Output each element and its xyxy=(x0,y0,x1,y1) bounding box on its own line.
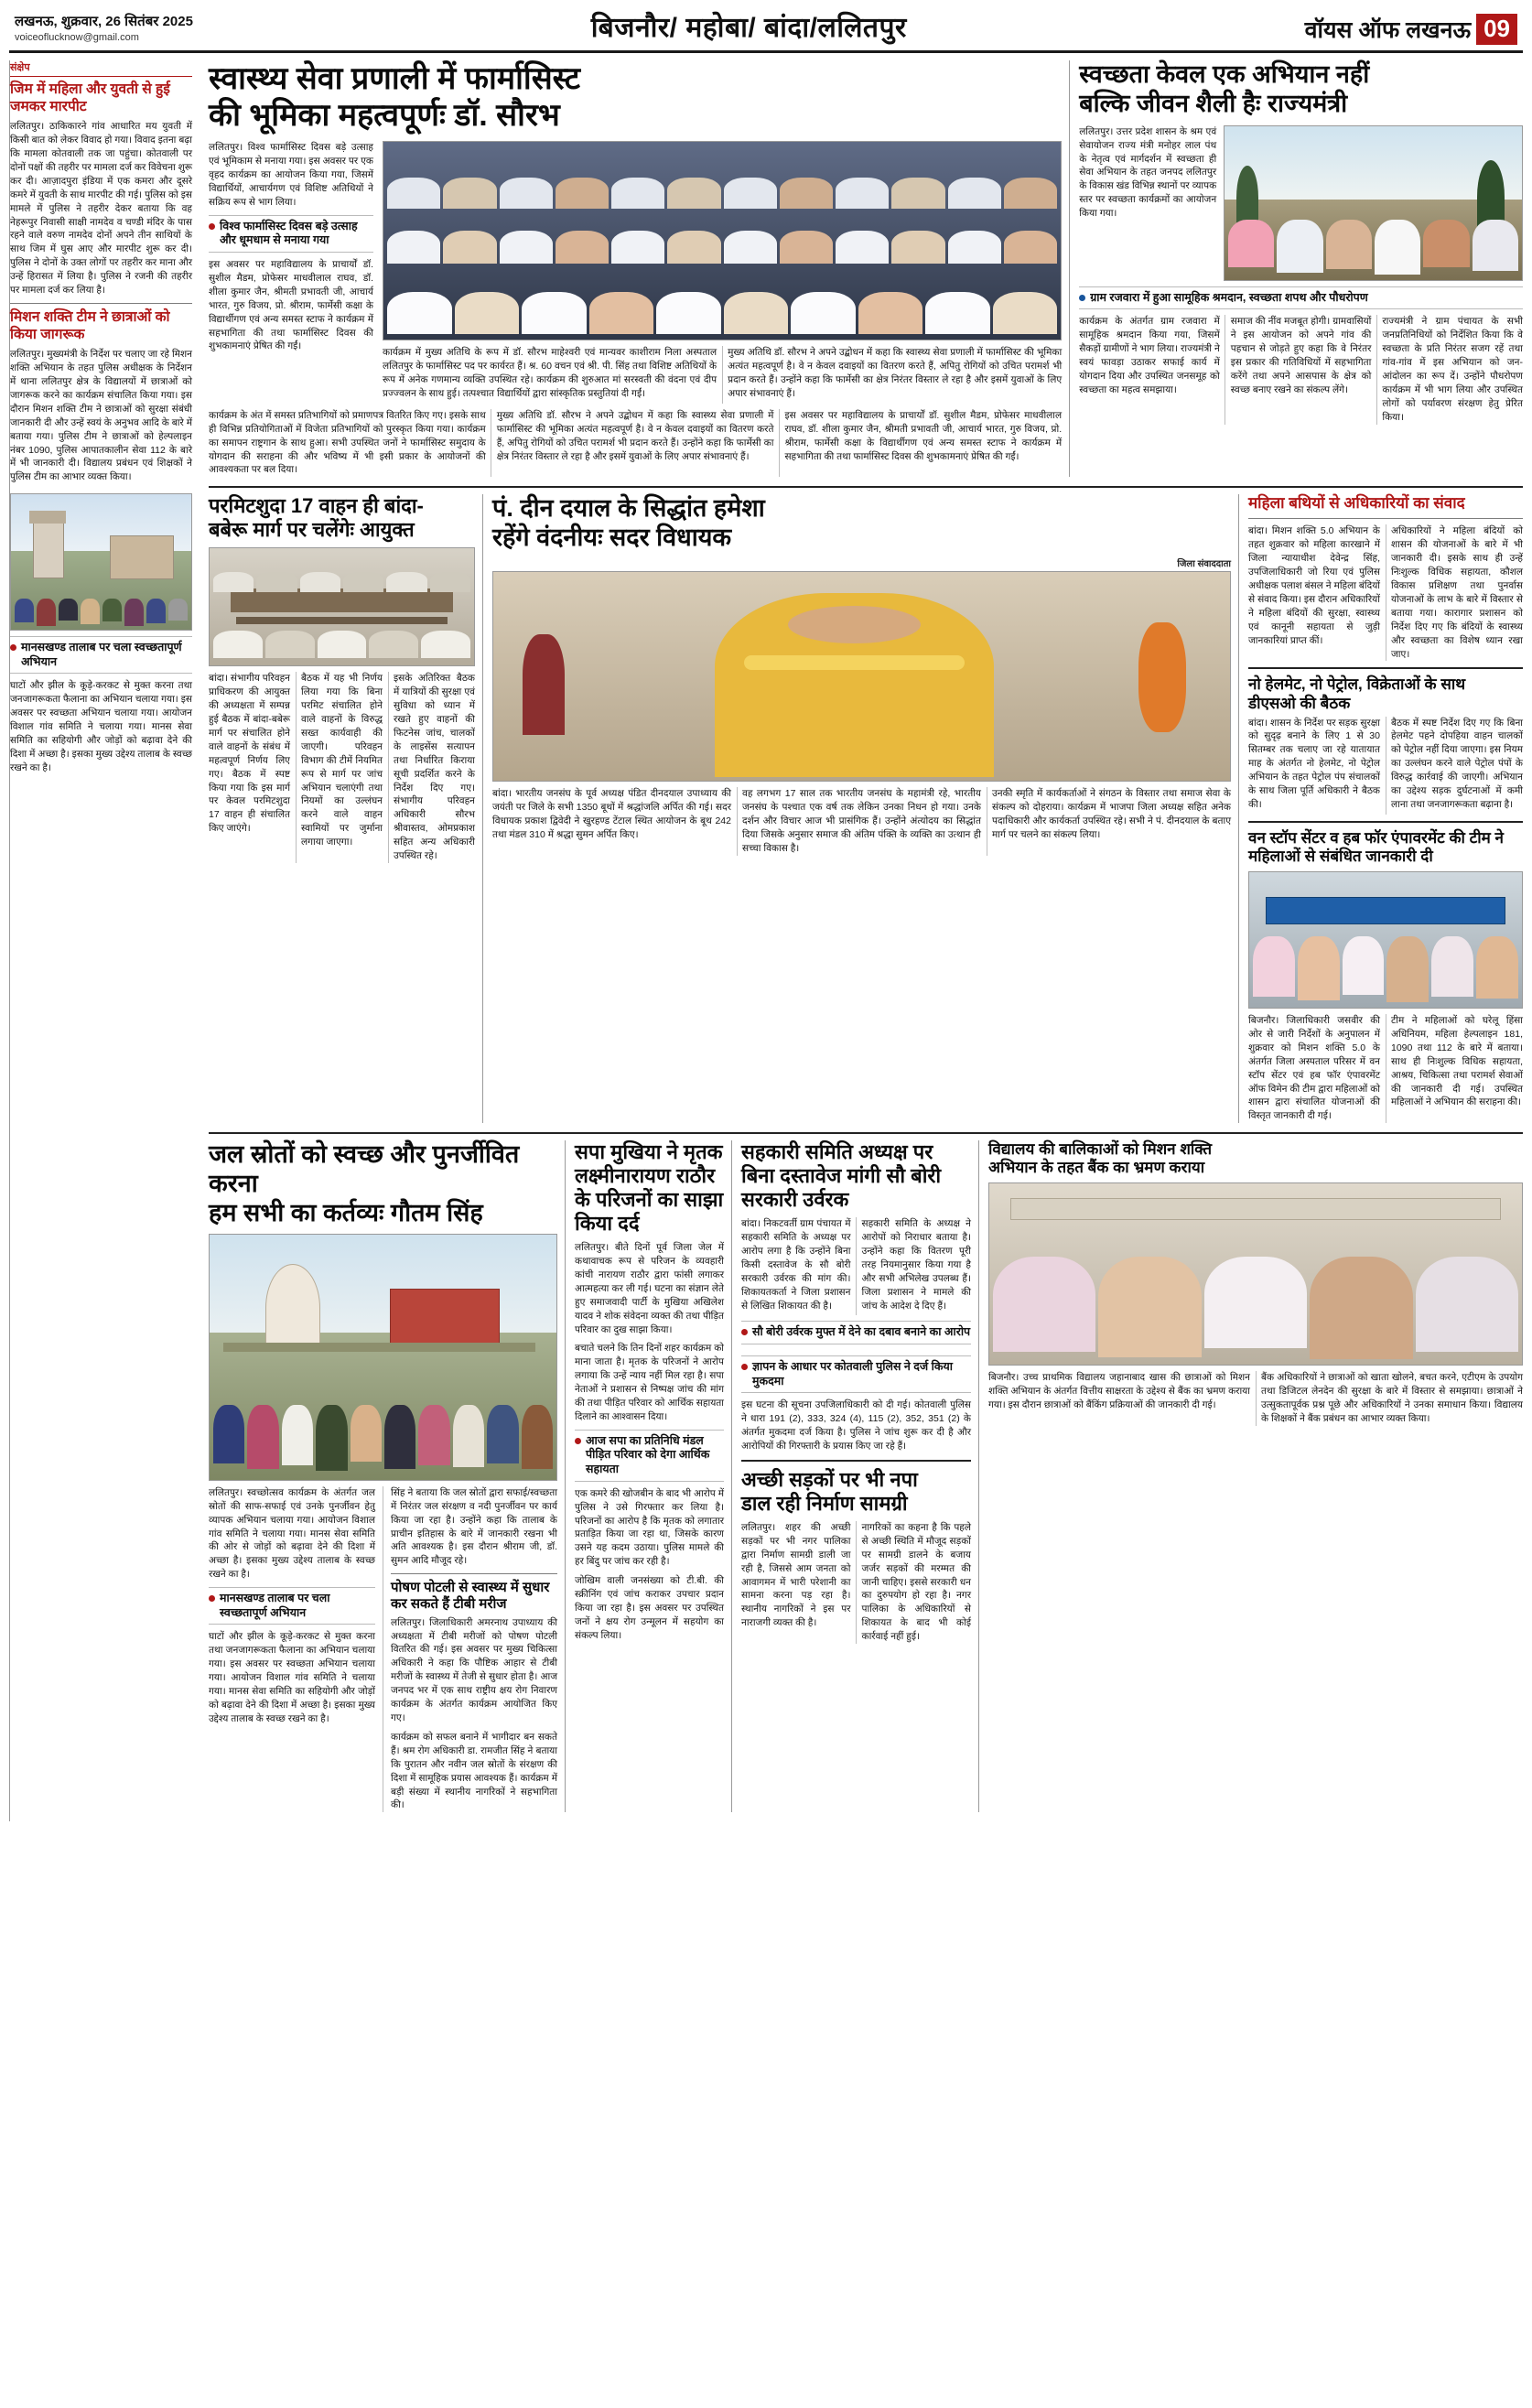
swachhta-col3: राज्यमंत्री ने ग्राम पंचायत के सभी जनप्रतिनिधियों को निर्देशित किया कि वे स्वच्छता के प्रति निरंतर सजग रहें तथा गांव-गांव में इस अभियान को जन-आंदोलन का रूप दें। उन्होंने पौधरोपण कार्यक्रम में भी भाग लिया और उपस्थित लोगों को पर्यावरण संरक्षण हेतु प्रेरित किया। xyxy=(1382,316,1523,423)
pharmacist-col4-b: मुख्य अतिथि डॉ. सौरभ ने अपने उद्बोधन में कहा कि स्वास्थ्य सेवा प्रणाली में फार्मासिस्ट की भूमिका अत्यंत महत्वपूर्ण है। वे न केवल दवाइयों का वितरण करते हैं, अपितु रोगियों को उचित परामर्श भी प्रदान करते हैं। उन्होंने कहा कि फार्मेसी का क्षेत्र निरंतर विस्तार ले रहा है और इसमें युवाओं के लिए अपार संभावनाएं हैं। xyxy=(496,409,774,462)
sapa-col1: ललितपुर। बीते दिनों पूर्व जिला जेल में कथावाचक रूप से परिजन के व्यवहारी कांची नारायण राठौर द्वारा फांसी लगाकर आत्महत्या कर ली गई। घटना का संज्ञान लेते हुए समाजवादी पार्टी के मुखिया अखिलेश यादव ने शोक संवेदना व्यक्त की तथा पीड़ित परिवार का दुख साझा किया। xyxy=(575,1242,724,1335)
jalsrot-col1: ललितपुर। स्वच्छोत्सव कार्यक्रम के अंतर्गत जल स्रोतों की साफ-सफाई एवं उनके पुनर्जीवन हेतु व्यापक अभियान चलाया गया। आयोजन विशाल गांव समिति ने चलाया गया। मानस सेवा समिति की ओर से जोड़ों को बढ़ावा देने की दिशा में अच्छा है। इसका मुख्य उद्देश्य तालाब के स्वच्छ रखने का है। xyxy=(209,1486,375,1581)
sidebar-label: संक्षेप xyxy=(10,60,192,77)
sidebar-item-1-bullet xyxy=(10,636,192,674)
sadak-body-columns xyxy=(741,1521,971,1644)
paper-name: वॉयस ऑफ लखनऊ xyxy=(1304,17,1472,43)
swachhta-headline-2: बल्कि जीवन शैली हैः राज्यमंत्री xyxy=(1079,89,1348,117)
vanstop-photo xyxy=(1248,871,1523,1009)
bullet-dot-icon xyxy=(10,644,16,651)
jalsrot-headline-1: जल स्रोतों को स्वच्छ और पुनर्जीवित करना xyxy=(209,1140,520,1198)
helmet-col1: बांदा। शासन के निर्देश पर सड़क सुरक्षा को सुदृढ़ बनाने के लिए 1 से 30 सितम्बर तक चलाए जा रहे यातायात माह के अंतर्गत नो हेलमेट, नो पेट्रोल अभियान के तहत पेट्रोल पंप संचालकों के साथ जिला पूर्ति अधिकारी ने बैठक की। xyxy=(1248,717,1380,811)
pharmacist-col4-c: इस अवसर पर महाविद्यालय के प्राचार्यों डॉ. सुशील मैडम, प्रोफेसर माधवीलाल राघव, डॉ. शीला कुमार जैन, श्रीमती प्रभावती जी, आचार्य भारत, गुरु विजय, प्रो. श्रीराम, फार्मेसी कक्षा के विद्यार्थीगण एवं अन्य समस्त स्टाफ ने कार्यक्रम में सहभागिता की तथा फार्मासिस्ट दिवस की शुभकामनाएं प्रेषित की गईं। xyxy=(784,409,1063,462)
sadak-col1: ललितपुर। शहर की अच्छी सड़कों पर भी नगर पालिका द्वारा निर्माण सामग्री डाली जा रही है, जिससे आम जनता को आवागमन में भारी परेशानी का सामना करना पड़ रहा है। स्थानीय नागरिकों ने इस पर नाराजगी व्यक्त की है। xyxy=(741,1521,851,1629)
sidebar-mansakhand-head: मानसखण्ड तालाब पर चला स्वच्छतापूर्ण अभियान xyxy=(220,1592,330,1619)
vidyalaya-photo xyxy=(988,1182,1523,1366)
permit-headline-1: परमिटशुदा 17 वाहन ही बांदा- xyxy=(209,494,424,518)
vanstop-headline: वन स्टॉप सेंटर व हब फॉर एंपावरमेंट की टीम ने महिलाओं से संबंधित जानकारी दी xyxy=(1248,828,1504,865)
swachhta-headline-1: स्वच्छता केवल एक अभियान नहीं xyxy=(1079,60,1370,88)
pharmacist-headline-2: की भूमिका महत्वपूर्णः डॉ. सौरभ xyxy=(209,98,560,134)
edition-title: बिजनौर/ महोबा/ बांदा/ललितपुर xyxy=(590,13,907,43)
sidebar-item-0-more-headline: मिशन शक्ति टीम ने छात्राओं को किया जागरूक xyxy=(10,308,170,342)
permit-col2: बैठक में यह भी निर्णय लिया गया कि बिना परमिट संचालित होने वाले वाहनों के विरुद्ध सख्त कार्यवाही की जाएगी। परिवहन विभाग की टीमें नियमित रूप से मार्ग पर जांच अभियान चलाएंगी तथा नियमों का उल्लंघन करने वाले वाहन स्वामियों पर जुर्माना लगाया जाएगा। xyxy=(301,673,383,848)
vidyalaya-col1: बिजनौर। उच्च प्राथमिक विद्यालय जहानाबाद खास की छात्राओं को मिशन शक्ति अभियान के अंतर्गत वित्तीय साक्षरता के उद्देश्य से बैंक का भ्रमण कराया गया। इस दौरान छात्राओं को बैंकिंग प्रक्रियाओं की जानकारी दी गई। xyxy=(988,1372,1250,1411)
story-sapa xyxy=(575,1140,732,1812)
vidyalaya-headline-1: विद्यालय की बालिकाओं को मिशन शक्ति xyxy=(988,1140,1213,1159)
deendayal-byline: जिला संवाददाता xyxy=(1177,559,1231,570)
page-number-badge: 09 xyxy=(1476,14,1517,45)
swachhta-col1: कार्यक्रम के अंतर्गत ग्राम रजवारा में सामूहिक श्रमदान किया गया, जिसमें सैकड़ों ग्रामीणों ने भाग लिया। राज्यमंत्री ने स्वयं फावड़ा उठाकर सफाई कार्य में योगदान दिया और उपस्थित जनसमूह को स्वच्छता का महत्व समझाया। xyxy=(1079,316,1220,395)
sadak-headline-2: डाल रही निर्माण सामग्री xyxy=(741,1491,908,1515)
jalsrot-col2: सिंह ने बताया कि जल स्रोतों द्वारा सफाई/स्वच्छता में निरंतर जल संरक्षण व नदी पुनर्जीवन पर कार्य किया जा रहा है। उन्होंने कहा कि तालाब के प्राचीन इतिहास के बारे में जानकारी रखना भी अति आवश्यक है। इस दौरान श्रीराम जी, डॉ. सुमन आदि मौजूद रहे। xyxy=(391,1486,557,1567)
vanstop-col2: टीम ने महिलाओं को घरेलू हिंसा अधिनियम, महिला हेल्पलाइन 181, 1090 तथा 112 के बारे में बताया। साथ ही निःशुल्क विधिक सहायता, आश्रय, चिकित्सा तथा परामर्श सेवाओं की जानकारी दी गई। उपस्थित महिलाओं ने अभियान की सराहना की। xyxy=(1391,1015,1523,1108)
swachhta-lead: ललितपुर। उत्तर प्रदेश शासन के श्रम एवं सेवायोजन राज्य मंत्री मनोहर लाल पंथ के नेतृत्व एवं मार्गदर्शन में स्वच्छता ही सेवा अभियान के तहत जनपद ललितपुर के विकास खंड विभिन्न स्थानों पर व्यापक स्तर पर स्वच्छता कार्यक्रमों का आयोजन किया गया। xyxy=(1079,125,1217,220)
poshan-headline: पोषण पोटली से स्वास्थ्य में सुधार कर सकते हैं टीबी मरीज xyxy=(391,1580,550,1612)
sadak-col2: नागरिकों का कहना है कि पहले से अच्छी स्थिति में मौजूद सड़कों पर सामग्री डालने के बजाय जर्जर सड़कों की मरम्मत की जानी चाहिए। इससे सरकारी धन का दुरुपयोग हो रहा है। नगर पालिका के अधिकारियों से शिकायत के बाद भी कोई कार्रवाई नहीं हुई। xyxy=(861,1521,971,1643)
pharmacist-col2: मुख्य अतिथि डॉ. सौरभ ने अपने उद्बोधन में कहा कि स्वास्थ्य सेवा प्रणाली में फार्मासिस्ट की भूमिका अत्यंत महत्वपूर्ण है। वे न केवल दवाइयों का वितरण करते हैं, अपितु रोगियों को उचित परामर्श भी प्रदान करते हैं। उन्होंने कहा कि फार्मेसी का क्षेत्र निरंतर विस्तार ले रहा है और इसमें युवाओं के लिए अपार संभावनाएं हैं। xyxy=(728,347,1063,399)
pharmacist-bullet xyxy=(209,215,373,253)
vanstop-col1: बिजनौर। जिलाधिकारी जसवीर की ओर से जारी निर्देशों के अनुपालन में शुक्रवार को मिशन शक्ति 5.0 के अंतर्गत जिला अस्पताल परिसर में वन स्टॉप सेंटर एवं हब फॉर एंपावरमेंट ऑफ विमेन की टीम द्वारा महिलाओं को शासन द्वारा संचालित योजनाओं की विस्तृत जानकारी दी गई। xyxy=(1248,1015,1380,1122)
pharmacist-bullet-text: विश्व फार्मासिस्ट दिवस बड़े उत्साह और धूमधाम से मनाया गया xyxy=(220,219,358,247)
pharmacist-lead: ललितपुर। विश्व फार्मासिस्ट दिवस बड़े उत्साह एवं भूमिकाम से मनाया गया। इस अवसर पर एक वृहद कार्यक्रम का आयोजन किया गया, जिसमें विद्यार्थियों, आचार्यगण एवं विशिष्ट अतिथियों ने सक्रिय रूप से भाग लिया। xyxy=(209,142,373,208)
sapa-bullet xyxy=(575,1430,724,1482)
sidebar-item-0-body: ललितपुर। ठाकिकारने गांव आधारित मय युवती में किसी बात को लेकर विवाद हो गया। विवाद इतना बढ़ा कि मामला कोतवाली तक जा पहुंचा। कोतवाली पर दोनों पक्षों की तहरीर पर मामला दर्ज कर विवेचना शुरू कर दी। आज़ादपुरा इंडिया में एक कमरा और दूसरे कमरे में युवती के साथ मारपीट की गई। पुलिस को इस मामले में पुलिस ने तहरीर देकर बताया कि वह नेहरूपुर निवासी साक्षी नामदेव व चण्डी मंदिर के पास रहने वाले वरुण नामदेव दोनों अपने तीन साथियों के साथ जिम में घुस आए और मारपीट शुरू कर दी। पुलिस ने दोनों के उक्त लोगों पर तहरीर कर माना और उन्हें हिरासत में लिया है। पुलिस ने रजनी की तहरीर पर मामला दर्ज कर लिया है। xyxy=(10,121,192,297)
sidebar-item-0-headline: जिम में महिला और युवती से हुई जमकर मारपीट xyxy=(10,81,170,114)
sadak-headline-1: अच्छी सड़कों पर भी नपा xyxy=(741,1467,918,1491)
permit-photo xyxy=(209,547,475,666)
story-deendayal xyxy=(492,494,1239,1123)
deendayal-col2: वह लगभग 17 साल तक भारतीय जनसंघ के महामंत्री रहे, भारतीय जनसंघ के पश्चात एक वर्ष तक लेकिन उनका निधन हो गया। उनके दर्शन और विचार आज भी प्रासंगिक हैं। उन्होंने अंत्योदय का सिद्धांत दिया जिसके अनुसार समाज की अंतिम पंक्ति के व्यक्ति का उत्थान ही सच्चा विकास है। xyxy=(742,788,981,854)
sapa-headline: सपा मुखिया ने मृतक लक्ष्मीनारायण राठौर के परिजनों का साझा किया दर्द xyxy=(575,1140,724,1236)
poshan-body: ललितपुर। जिलाधिकारी अमरनाथ उपाध्याय की अध्यक्षता में टीबी मरीजों को पोषण पोटली वितरित की गई। इस अवसर पर मुख्य चिकित्सा अधिकारी ने कहा कि पौष्टिक आहार से टीबी मरीजों के स्वास्थ्य में तेजी से सुधार होता है। आज जनपद भर में एक साथ राष्ट्रीय क्षय रोग निवारण कार्यक्रम के अंतर्गत कार्यक्रम आयोजित किए गए। xyxy=(391,1616,557,1723)
swachhta-lead-col xyxy=(1079,125,1216,281)
pharmacist-lower-columns xyxy=(209,409,1062,478)
bullet-dot-icon xyxy=(741,1329,748,1335)
story-swachhta xyxy=(1079,60,1523,477)
sidebar-item-0-more-body: ललितपुर। मुख्यमंत्री के निर्देश पर चलाए जा रहे मिशन शक्ति अभियान के तहत पुलिस अधीक्षक के निर्देशन में थाना ललितपुर क्षेत्र के विद्यालयों में छात्राओं को जागरूक करने का कार्यक्रम संचालित किया गया। इस दौरान मिशन शक्ति टीम ने छात्राओं को सुरक्षा संबंधी जानकारी दी और उन्हें स्वयं के अनुभव आदि के बारे में बताया गया। पुलिस टीम ने छात्राओं को हेल्पलाइन नंबर 1090, पुलिस आपातकालीन सेवा 112 के बारे में भी जानकारी दी। विद्यालय प्रबंधन एवं शिक्षकों ने पुलिस टीम का आभार व्यक्त किया। xyxy=(10,349,192,483)
pharmacist-group-photo xyxy=(383,141,1062,340)
swachhta-bullet xyxy=(1079,286,1523,310)
vidyalaya-body-columns xyxy=(988,1371,1523,1426)
permit-body-columns xyxy=(209,672,475,863)
jalsrot-photo xyxy=(209,1234,557,1481)
pharmacist-right-col xyxy=(383,141,1062,404)
sapa-col3: एक कमरे की खोजबीन के बाद भी आरोप में पुलिस ने उसे गिरफ्तार कर लिया है। परिजनों का आरोप है कि मृतक को लगातार प्रताड़ित किया जा रहा था, जिसके कारण उसने यह कदम उठाया। पुलिस मामले की हर बिंदु पर जांच कर रही है। xyxy=(575,1487,724,1568)
masthead-left xyxy=(15,13,193,45)
pharmacist-col4: कार्यक्रम के अंत में समस्त प्रतिभागियों को प्रमाणपत्र वितरित किए गए। इसके साथ ही विभिन्न प्रतियोगिताओं में विजेता प्रतिभागियों को पुरस्कृत किया गया। कार्यक्रम का समापन राष्ट्रगान के साथ हुआ। सभी उपस्थित जनों ने फार्मासिस्ट समुदाय के योगदान की सराहना की और भविष्य में भी इसी प्रकार के आयोजनों की आवश्यकता पर बल दिया। xyxy=(209,409,486,476)
permit-headline-2: बबेरू मार्ग पर चलेंगेः आयुक्त xyxy=(209,518,415,542)
helmet-headline-2: डीएसओ की बैठक xyxy=(1248,694,1351,712)
sahkari-col2: सहकारी समिति के अध्यक्ष ने आरोपों को निराधार बताया है। उन्होंने कहा कि वितरण पूरी तरह नियमानुसार किया गया है और सभी अभिलेख उपलब्ध हैं। जिला प्रशासन ने मामले की जांच के आदेश दे दिए हैं। xyxy=(861,1218,971,1312)
sahkari-headline: सहकारी समिति अध्यक्ष पर बिना दस्तावेज मांगी सौ बोरी सरकारी उर्वरक xyxy=(741,1140,942,1212)
swachhta-body-columns xyxy=(1079,315,1523,424)
helmet-headline-1: नो हेलमेट, नो पेट्रोल, विक्रेताओं के साथ xyxy=(1248,675,1466,694)
jalsrot-extra: घाटों और झील के कूड़े-करकट से मुक्त करना तथा जनजागरूकता फैलाना का अभियान चलाया गया। इस अवसर पर स्वच्छता अभियान चलाया गया। आयोजन विशाल गांव समिति ने चलाया गया। मानस सेवा समिति का सहियोगी और जोड़ों को बढ़ावा देने की दिशा में अच्छा है। इसका मुख्य उद्देश्य तालाब के स्वच्छ रखने का है। xyxy=(209,1631,375,1724)
sidebar-item-1-body: घाटों और झील के कूड़े-करकट से मुक्त करना तथा जनजागरूकता फैलाना का अभियान चलाया गया। इस अवसर पर स्वच्छता अभियान चलाया गया। आयोजन विशाल गांव समिति ने चलाया गया। मानस सेवा समिति का सहियोगी और जोड़ों को बढ़ावा देने की दिशा में अच्छा है। इसका मुख्य उद्देश्य तालाब के स्वच्छ रखने का है। xyxy=(10,680,192,773)
bullet-dot-icon xyxy=(575,1438,581,1444)
story-sahkari xyxy=(741,1140,979,1812)
sapa-bullet-text: आज सपा का प्रतिनिधि मंडल पीड़ित परिवार को देगा आर्थिक सहायता xyxy=(586,1433,710,1476)
mahila-body-columns xyxy=(1248,524,1523,661)
bullet-dot-icon xyxy=(209,1595,215,1602)
mahila-col1: बांदा। मिशन शक्ति 5.0 अभियान के तहत शुक्रवार को महिला कारखाने में जिला न्यायाधीश देवेन्द्र सिंह, उपजिलाधिकारी जो रिया एवं पुलिस अधीक्षक पलाश बंसल ने महिला बंदियों से संवाद किया। इस दौरान अधिकारियों ने महिला बंदियों की सुरक्षा, स्वास्थ्य एवं कानूनी सहायता से जुड़ी जानकारियां प्राप्त कीं। xyxy=(1248,525,1380,646)
bottom-row xyxy=(209,1140,1523,1812)
contact-email: voiceoflucknow@gmail.com xyxy=(15,32,139,44)
bullet-dot-icon xyxy=(209,223,215,230)
main-content xyxy=(209,60,1523,1821)
page-grid xyxy=(9,60,1523,1821)
jalsrot-col1-wrap xyxy=(209,1486,383,1813)
permit-col1: बांदा। संभागीय परिवहन प्राधिकरण की आयुक्त की अध्यक्षता में सम्पन्न हुई बैठक में बांदा-बबेरू मार्ग पर संचालित होने वाले वाहनों के संबंध में महत्वपूर्ण निर्णय लिए गए। बैठक में स्पष्ट किया गया कि इस मार्ग पर केवल परमिटशुदा 17 वाहन ही संचालित किए जाएंगे। xyxy=(209,673,290,835)
story-pharmacist xyxy=(209,60,1070,477)
mahila-col2: अधिकारियों ने महिला बंदियों को शासन की योजनाओं के बारे में भी जानकारी दी। इसके साथ ही उन्हें निःशुल्क विधिक सहायता, कौशल विकास प्रशिक्षण तथा पुनर्वास योजनाओं के लाभ के बारे में विस्तार से बताया गया। कारागार प्रशासन को निर्देश दिए गए कि बंदियों के स्वास्थ्य और स्वच्छता का विशेष ध्यान रखा जाए। xyxy=(1391,525,1523,660)
permit-col3: इसके अतिरिक्त बैठक में यात्रियों की सुरक्षा एवं सुविधा को ध्यान में रखते हुए वाहनों की फिटनेस जांच, चालकों के लाइसेंस सत्यापन तथा निर्धारित किराया सूची प्रदर्शित करने के निर्देश दिए गए। संभागीय परिवहन अधिकारी सौरभ श्रीवास्तव, ओमप्रकाश सहित अन्य अधिकारी उपस्थित रहे। xyxy=(394,673,475,862)
vidyalaya-col2: बैंक अधिकारियों ने छात्राओं को खाता खोलने, बचत करने, एटीएम के उपयोग तथा डिजिटल लेनदेन की सुरक्षा के बारे में विस्तार से समझाया। छात्राओं ने उत्सुकतापूर्वक प्रश्न पूछे और अधिकारियों ने उनका समाधान किया। विद्यालय के शिक्षकों ने बैंक प्रबंधन का आभार व्यक्त किया। xyxy=(1261,1372,1523,1425)
top-row xyxy=(209,60,1523,477)
sahkari-col3: इस घटना की सूचना उपजिलाधिकारी को दी गई। कोतवाली पुलिस ने धारा 191 (2), 333, 324 (4), 115 (2), 352, 351 (2) के अंतर्गत मुकदमा दर्ज किया है। पुलिस ने जांच शुरू कर दी है और आरोपियों की गिरफ्तारी के प्रयास किए जा रहे हैं। xyxy=(741,1399,971,1452)
jalsrot-headline-2: हम सभी का कर्तव्यः गौतम सिंह xyxy=(209,1198,483,1226)
helmet-body-columns xyxy=(1248,717,1523,815)
swachhta-col2: समाज की नींव मजबूत होगी। ग्रामवासियों ने इस आयोजन को अपने गांव की पहचान से जोड़ते हुए कहा कि वे निरंतर इस प्रकार की गतिविधियों में सहभागिता करेंगे तथा अपने आसपास के क्षेत्र को स्वच्छ बनाए रखने का संकल्प लेंगे। xyxy=(1230,316,1372,395)
pharmacist-col3: इस अवसर पर महाविद्यालय के प्राचार्यों डॉ. सुशील मैडम, प्रोफेसर माधवीलाल राघव, डॉ. शीला कुमार जैन, श्रीमती प्रभावती जी, आचार्य भारत, गुरु विजय, प्रो. श्रीराम, फार्मेसी कक्षा के विद्यार्थीगण एवं अन्य समस्त स्टाफ ने कार्यक्रम में सहभागिता की तथा फार्मासिस्ट दिवस की शुभकामनाएं प्रेषित की गईं। xyxy=(209,259,373,352)
story-vidyalaya xyxy=(988,1140,1523,1812)
deendayal-photo xyxy=(492,571,1231,782)
deendayal-headline-2: रहेंगे वंदनीयः सदर विधायक xyxy=(492,524,732,552)
sahkari-bullet-0 xyxy=(741,1321,971,1344)
sahkari-bullet-0-text: सौ बोरी उर्वरक मुफ्त में देने का दबाव बनाने का आरोप xyxy=(752,1325,971,1339)
masthead xyxy=(9,0,1523,53)
middle-row xyxy=(209,494,1523,1123)
mahila-headline: महिला बथियों से अधिकारियों का संवाद xyxy=(1248,494,1465,513)
pharmacist-left-col xyxy=(209,141,373,404)
pharmacist-headline-1: स्वास्थ्य सेवा प्रणाली में फार्मासिस्ट xyxy=(209,61,581,96)
pharmacist-col1: कार्यक्रम में मुख्य अतिथि के रूप में डॉ. सौरभ माहेश्वरी एवं मान्यवर काशीराम निला अस्पताल ललितपुर के फार्मासिस्ट पद पर कार्यरत हैं। श्र. 60 वचन एवं श्री. पी. सिंह तथा विशिष्ट अतिथियों के रूप में अनेक गणमान्य व्यक्ति उपस्थित रहे। कार्यक्रम की शुरुआत मां सरस्वती की वंदना एवं दीप प्रज्ज्वलन के साथ हुई। तत्पश्चात विद्यार्थियों द्वारा सांस्कृतिक प्रस्तुतियां दी गईं। xyxy=(383,347,717,399)
deendayal-col1: बांदा। भारतीय जनसंघ के पूर्व अध्यक्ष पंडित दीनदयाल उपाध्याय की जयंती पर जिले के सभी 1350 बूथों में श्रद्धांजलि अर्पित की गई। सदर विधायक प्रकाश द्विवेदी ने खुरहण्ड टेंटाल स्थित आयोजन के बूथ 242 तथा मंडल 310 में श्रद्धा सुमन अर्पित किए। xyxy=(492,788,731,840)
helmet-col2: बैठक में स्पष्ट निर्देश दिए गए कि बिना हेलमेट पहने दोपहिया वाहन चालकों को पेट्रोल नहीं दिया जाएगा। इस नियम का उल्लंघन करने वाले पेट्रोल पंपों के विरुद्ध कार्रवाई की जाएगी। अभियान का उद्देश्य सड़क दुर्घटनाओं में कमी लाना तथा जनजागरूकता बढ़ाना है। xyxy=(1391,717,1523,811)
story-jalsrot xyxy=(209,1140,566,1812)
bullet-dot-icon xyxy=(741,1364,748,1370)
deendayal-col3: उनकी स्मृति में कार्यकर्ताओं ने संगठन के विस्तार तथा समाज सेवा के संकल्प को दोहराया। कार्यक्रम में भाजपा जिला अध्यक्ष सहित अनेक पदाधिकारी और कार्यकर्ता उपस्थित रहे। सभी ने पं. दीनदयाल के बताए मार्ग पर चलने का संकल्प लिया। xyxy=(992,788,1231,840)
bullet-dot-icon xyxy=(1079,295,1085,301)
deendayal-body-columns xyxy=(492,787,1231,856)
publication-date: लखनऊ, शुक्रवार, 26 सितंबर 2025 xyxy=(15,13,193,29)
sidebar-photo-temple xyxy=(10,493,192,631)
sidebar-item-1-headline: मानसखण्ड तालाब पर चला स्वच्छतापूर्ण अभियान xyxy=(21,641,182,668)
vidyalaya-headline-2: अभियान के तहत बैंक का भ्रमण कराया xyxy=(988,1159,1205,1177)
sahkari-body-columns xyxy=(741,1217,971,1315)
swachhta-photo-col xyxy=(1224,125,1523,281)
sapa-col4: जोखिम वाली जनसंख्या को टी.बी. की स्क्रीनिंग एवं जांच कराकर उपचार प्रदान किया जा रहा है। इस अवसर पर उपस्थित जनों ने क्षय रोग उन्मूलन में सहयोग का संकल्प लिया। xyxy=(575,1575,724,1641)
sidebar xyxy=(9,60,200,1821)
masthead-right xyxy=(1305,14,1517,45)
jalsrot-col2-wrap xyxy=(391,1486,557,1813)
jalsrot-col3: कार्यक्रम को सफल बनाने में भागीदार बन सकते हैं। श्रम रोग अधिकारी डा. रामजीत सिंह ने बताया कि पुरातन और नवीन जल स्रोतों के संरक्षण की दिशा में सामूहिक प्रयास आवश्यक हैं। कार्यक्रम में बड़ी संख्या में स्थानीय नागरिकों ने सहभागिता की। xyxy=(391,1731,557,1811)
sahkari-bullet-1 xyxy=(741,1355,971,1393)
swachhta-bullet-text: ग्राम रजवारा में हुआ सामूहिक श्रमदान, स्वच्छता शपथ और पौधरोपण xyxy=(1090,290,1368,304)
story-permit xyxy=(209,494,483,1123)
sahkari-bullet-1-text: ज्ञापन के आधार पर कोतवाली पुलिस ने दर्ज किया मुकदमा xyxy=(752,1360,953,1388)
sahkari-col1: बांदा। निकटवर्ती ग्राम पंचायत में सहकारी समिति के अध्यक्ष पर आरोप लगा है कि उन्होंने बिना किसी दस्तावेज के सौ बोरी सरकारी उर्वरक की मांग की। शिकायतकर्ता ने जिला प्रशासन से लिखित शिकायत की है। xyxy=(741,1218,851,1312)
vanstop-body-columns xyxy=(1248,1014,1523,1123)
deendayal-headline-1: पं. दीन दयाल के सिद्धांत हमेशा xyxy=(492,494,765,523)
pharmacist-body-columns xyxy=(383,346,1062,404)
swachhta-photo xyxy=(1224,125,1523,281)
sapa-col2: बचाते चलने कि तिन दिनों शहर कार्यक्रम को माना जाता है। मृतक के परिजनों ने आरोप लगाया कि उन्हें न्याय नहीं मिल रहा है। सपा नेताओं ने प्रशासन से निष्पक्ष जांच की मांग की तथा पीड़ित परिवार को आर्थिक सहायता दिलाने का आश्वासन दिया। xyxy=(575,1343,724,1422)
jalsrot-sidebar-bullet xyxy=(209,1587,375,1625)
right-stack-middle xyxy=(1248,494,1523,1123)
